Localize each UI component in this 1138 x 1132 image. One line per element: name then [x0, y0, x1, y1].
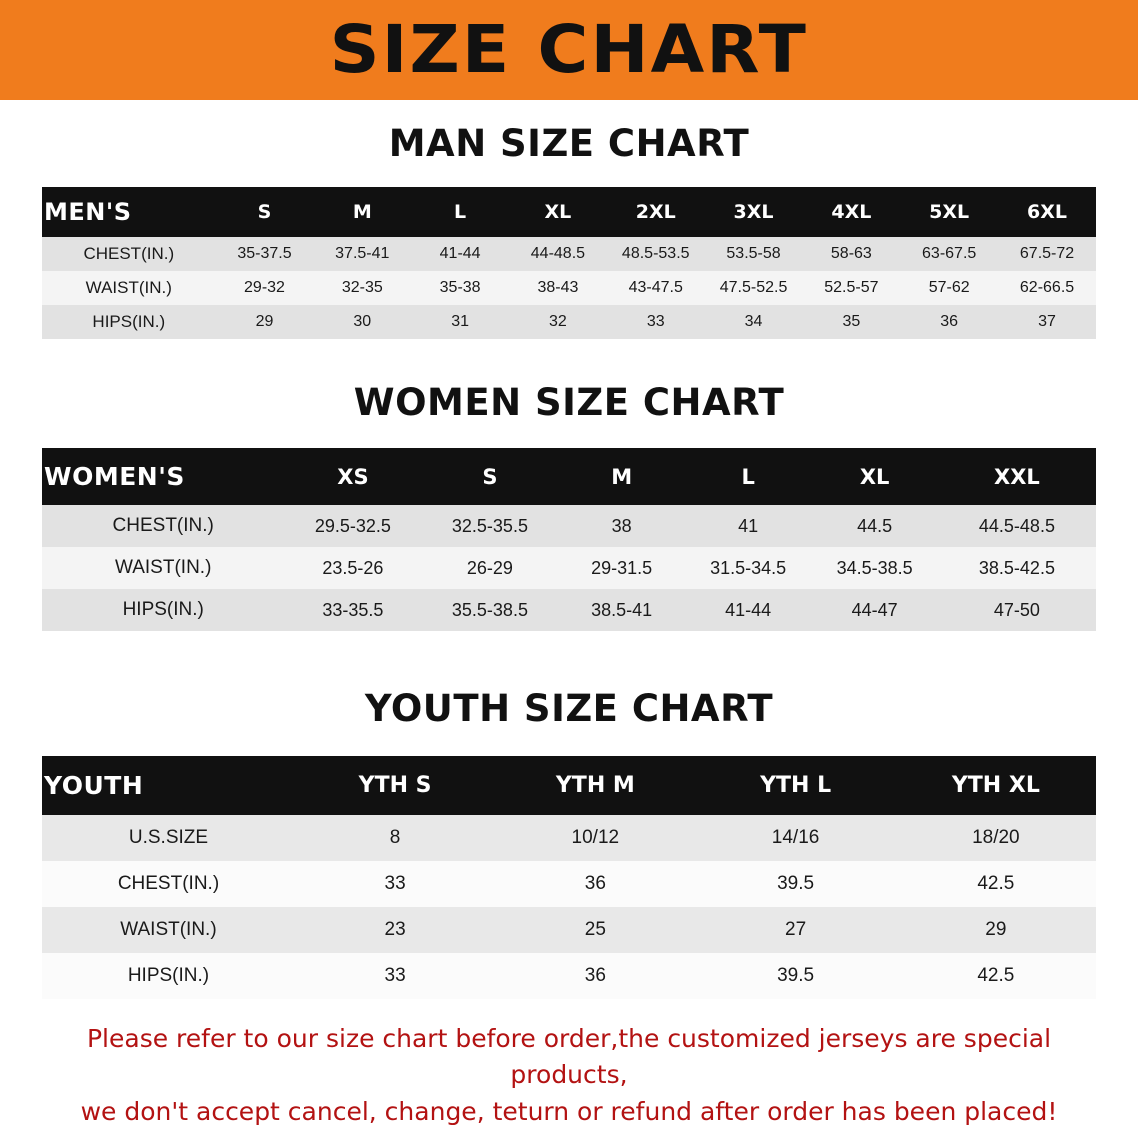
table-cell: 33	[295, 953, 495, 999]
youth-table-wrap	[42, 756, 1096, 999]
table-cell: 57-62	[900, 271, 998, 305]
table-cell: 52.5-57	[802, 271, 900, 305]
table-cell: 44.5-48.5	[938, 505, 1096, 547]
table-cell: 35.5-38.5	[421, 589, 558, 631]
table-cell: 37.5-41	[313, 237, 411, 271]
row-label: WAIST(IN.)	[42, 547, 284, 589]
table-cell: 29-31.5	[558, 547, 684, 589]
table-cell: 27	[695, 907, 895, 953]
table-cell: 38	[558, 505, 684, 547]
row-label: HIPS(IN.)	[42, 953, 295, 999]
table-cell: 38.5-41	[558, 589, 684, 631]
table-row	[42, 861, 1096, 907]
table-cell: 37	[998, 305, 1096, 339]
youth-size-table	[42, 756, 1096, 999]
table-cell: 36	[900, 305, 998, 339]
col-header: 2XL	[607, 187, 705, 237]
table-cell: 44.5	[811, 505, 937, 547]
women-section-title: WOMEN SIZE CHART	[353, 381, 785, 424]
table-header-row	[42, 756, 1096, 815]
policy-note-line-2: we don't accept cancel, change, teturn or refund after order has been placed!	[80, 1096, 1058, 1126]
table-row	[42, 505, 1096, 547]
row-label: CHEST(IN.)	[42, 861, 295, 907]
table-cell: 32-35	[313, 271, 411, 305]
col-header: XXL	[938, 448, 1096, 505]
col-header: YTH S	[295, 756, 495, 815]
col-header: XL	[811, 448, 937, 505]
table-cell: 39.5	[695, 861, 895, 907]
row-label: HIPS(IN.)	[42, 305, 216, 339]
table-cell: 63-67.5	[900, 237, 998, 271]
page-title: SIZE CHART	[329, 11, 809, 88]
table-row	[42, 305, 1096, 339]
table-row	[42, 271, 1096, 305]
table-cell: 31.5-34.5	[685, 547, 811, 589]
table-cell: 36	[495, 953, 695, 999]
table-cell: 26-29	[421, 547, 558, 589]
col-header: 6XL	[998, 187, 1096, 237]
row-label: WAIST(IN.)	[42, 907, 295, 953]
table-cell: 32.5-35.5	[421, 505, 558, 547]
table-header-row	[42, 187, 1096, 237]
col-header: 4XL	[802, 187, 900, 237]
table-cell: 44-48.5	[509, 237, 607, 271]
col-header: YTH M	[495, 756, 695, 815]
table-cell: 42.5	[896, 861, 1096, 907]
table-cell: 58-63	[802, 237, 900, 271]
table-cell: 33	[607, 305, 705, 339]
col-header: MEN'S	[42, 187, 216, 237]
table-cell: 33	[295, 861, 495, 907]
table-cell: 25	[495, 907, 695, 953]
table-cell: 41-44	[411, 237, 509, 271]
table-cell: 41	[685, 505, 811, 547]
col-header: 3XL	[705, 187, 803, 237]
table-cell: 35-37.5	[216, 237, 314, 271]
col-header: S	[216, 187, 314, 237]
policy-note-line-1: Please refer to our size chart before order,the customized jerseys are special products,	[86, 1024, 1052, 1090]
table-cell: 8	[295, 815, 495, 861]
row-label: U.S.SIZE	[42, 815, 295, 861]
table-cell: 53.5-58	[705, 237, 803, 271]
row-label: WAIST(IN.)	[42, 271, 216, 305]
table-header-row	[42, 448, 1096, 505]
col-header: WOMEN'S	[42, 448, 284, 505]
table-cell: 47.5-52.5	[705, 271, 803, 305]
table-cell: 47-50	[938, 589, 1096, 631]
table-row	[42, 547, 1096, 589]
col-header: XS	[284, 448, 421, 505]
table-row	[42, 953, 1096, 999]
table-cell: 30	[313, 305, 411, 339]
table-row	[42, 815, 1096, 861]
col-header: YTH L	[695, 756, 895, 815]
table-cell: 29.5-32.5	[284, 505, 421, 547]
table-cell: 39.5	[695, 953, 895, 999]
table-row	[42, 907, 1096, 953]
table-cell: 43-47.5	[607, 271, 705, 305]
col-header: S	[421, 448, 558, 505]
row-label: HIPS(IN.)	[42, 589, 284, 631]
policy-note	[44, 1021, 1094, 1130]
col-header: L	[685, 448, 811, 505]
table-cell: 41-44	[685, 589, 811, 631]
col-header: M	[558, 448, 684, 505]
table-cell: 29	[896, 907, 1096, 953]
table-cell: 23	[295, 907, 495, 953]
table-cell: 34.5-38.5	[811, 547, 937, 589]
table-cell: 35	[802, 305, 900, 339]
table-cell: 32	[509, 305, 607, 339]
table-cell: 38.5-42.5	[938, 547, 1096, 589]
table-row	[42, 237, 1096, 271]
col-header: 5XL	[900, 187, 998, 237]
table-cell: 44-47	[811, 589, 937, 631]
table-cell: 36	[495, 861, 695, 907]
table-row	[42, 589, 1096, 631]
women-table-wrap	[42, 448, 1096, 631]
table-cell: 33-35.5	[284, 589, 421, 631]
table-cell: 67.5-72	[998, 237, 1096, 271]
table-cell: 31	[411, 305, 509, 339]
table-cell: 38-43	[509, 271, 607, 305]
table-cell: 10/12	[495, 815, 695, 861]
table-cell: 29	[216, 305, 314, 339]
table-cell: 42.5	[896, 953, 1096, 999]
table-cell: 18/20	[896, 815, 1096, 861]
banner	[0, 0, 1138, 100]
col-header: M	[313, 187, 411, 237]
table-cell: 62-66.5	[998, 271, 1096, 305]
col-header: YTH XL	[896, 756, 1096, 815]
row-label: CHEST(IN.)	[42, 505, 284, 547]
table-cell: 34	[705, 305, 803, 339]
table-cell: 23.5-26	[284, 547, 421, 589]
table-cell: 35-38	[411, 271, 509, 305]
man-section-title: MAN SIZE CHART	[388, 122, 750, 165]
table-cell: 29-32	[216, 271, 314, 305]
col-header: XL	[509, 187, 607, 237]
table-cell: 48.5-53.5	[607, 237, 705, 271]
col-header: YOUTH	[42, 756, 295, 815]
row-label: CHEST(IN.)	[42, 237, 216, 271]
table-cell: 14/16	[695, 815, 895, 861]
man-size-table	[42, 187, 1096, 339]
man-table-wrap	[42, 187, 1096, 339]
youth-section-title: YOUTH SIZE CHART	[364, 687, 774, 730]
col-header: L	[411, 187, 509, 237]
women-size-table	[42, 448, 1096, 631]
